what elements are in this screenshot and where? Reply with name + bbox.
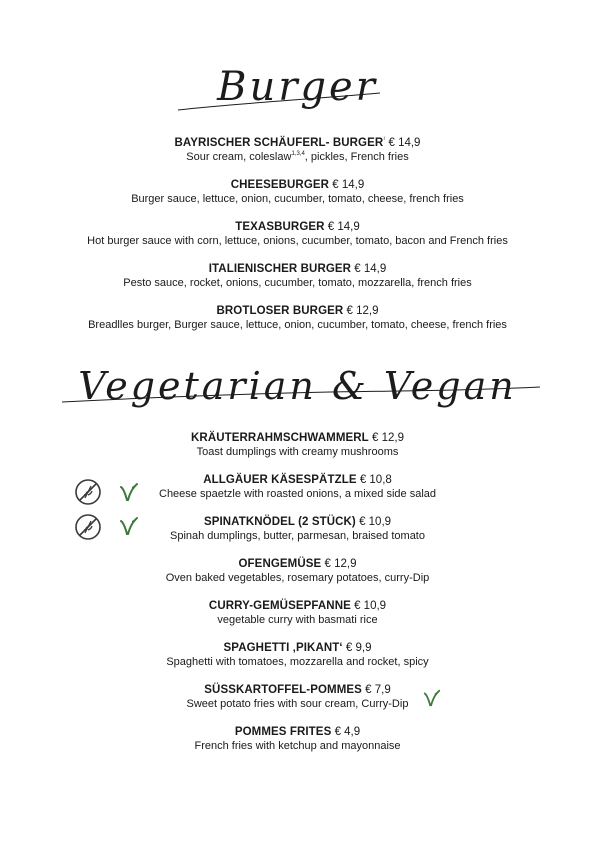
vegetarian-icon	[118, 515, 140, 537]
item-description-rest: , pickles, French fries	[304, 151, 409, 163]
item-description: Burger sauce, lettuce, onion, cucumber, tomato, cheese, french fries	[131, 193, 464, 205]
vegetarian-icon	[422, 688, 442, 708]
item-name: SPINATKNÖDEL (2 STÜCK)	[203, 516, 356, 528]
item-description: Sweet potato fries with sour cream, Curry-Dip	[186, 698, 409, 710]
item-description: French fries with ketchup and mayonnaise	[194, 740, 401, 752]
item-price: € 12,9	[346, 305, 379, 317]
section-heading-vegetarian	[0, 364, 595, 408]
item-price: € 14,9	[388, 137, 421, 149]
item-name: OFENGEMÜSE	[238, 558, 322, 570]
item-name: SPAGHETTI ‚PIKANT‘	[223, 642, 343, 654]
item-name: BAYRISCHER SCHÄUFERL- BURGER	[174, 137, 384, 149]
item-price: € 9,9	[345, 642, 372, 654]
menu-item	[0, 136, 595, 164]
item-name: KRÄUTERRAHMSCHWAMMERL	[191, 432, 369, 444]
gluten-free-icon	[74, 513, 102, 541]
menu-item	[0, 304, 595, 332]
menu-item	[0, 262, 595, 290]
vegetarian-icon	[118, 481, 140, 503]
item-price: € 10,8	[359, 474, 392, 486]
item-description: Spinah dumplings, butter, parmesan, braised tomato	[170, 530, 425, 542]
item-price: € 14,9	[354, 263, 387, 275]
item-price: € 4,9	[334, 726, 361, 738]
menu-item	[0, 641, 595, 669]
section-heading-burger-text: Burger	[217, 64, 378, 110]
menu-item	[0, 431, 595, 459]
item-name: CURRY-GEMÜSEPFANNE	[208, 600, 351, 612]
item-price: € 14,9	[327, 221, 360, 233]
allergen-superscript: ¹	[383, 137, 386, 143]
menu-item	[0, 178, 595, 206]
item-name: CHEESEBURGER	[230, 179, 330, 191]
item-description: Spaghetti with tomatoes, mozzarella and rocket, spicy	[166, 656, 429, 668]
section-heading-vegetarian-text: Vegetarian & Vegan	[78, 364, 517, 408]
item-description: Hot burger sauce with corn, lettuce, onions, cucumber, tomato, bacon and French fries	[87, 235, 508, 247]
item-description: Toast dumplings with creamy mushrooms	[196, 446, 399, 458]
item-price: € 7,9	[365, 684, 391, 696]
item-name: ALLGÄUER KÄSESPÄTZLE	[203, 474, 357, 486]
item-description: vegetable curry with basmati rice	[217, 614, 378, 626]
item-name: BROTLOSER BURGER	[216, 305, 344, 317]
menu-item	[0, 220, 595, 248]
item-price: € 10,9	[359, 516, 392, 528]
menu-item	[0, 557, 595, 585]
item-description: Pesto sauce, rocket, onions, cucumber, tomato, mozzarella, french fries	[123, 277, 472, 289]
item-name: ITALIENISCHER BURGER	[208, 263, 352, 275]
item-description: Sour cream, coleslaw	[186, 151, 292, 163]
menu-item	[0, 599, 595, 627]
item-price: € 10,9	[354, 600, 387, 612]
item-name: TEXASBURGER	[235, 221, 325, 233]
gluten-free-icon	[74, 478, 102, 506]
item-price: € 14,9	[332, 179, 365, 191]
item-price: € 12,9	[324, 558, 357, 570]
item-description: Breadlles burger, Burger sauce, lettuce, onion, cucumber, tomato, cheese, french fries	[88, 319, 507, 331]
allergen-superscript: 1,3,4	[291, 151, 305, 157]
item-name: SÜSSKARTOFFEL-POMMES	[204, 684, 362, 696]
item-price: € 12,9	[372, 432, 404, 444]
item-description: Cheese spaetzle with roasted onions, a mixed side salad	[159, 488, 436, 500]
item-description: Oven baked vegetables, rosemary potatoes, curry-Dip	[165, 572, 430, 584]
menu-item	[0, 683, 595, 711]
menu-item	[0, 725, 595, 753]
item-name: POMMES FRITES	[234, 726, 332, 738]
